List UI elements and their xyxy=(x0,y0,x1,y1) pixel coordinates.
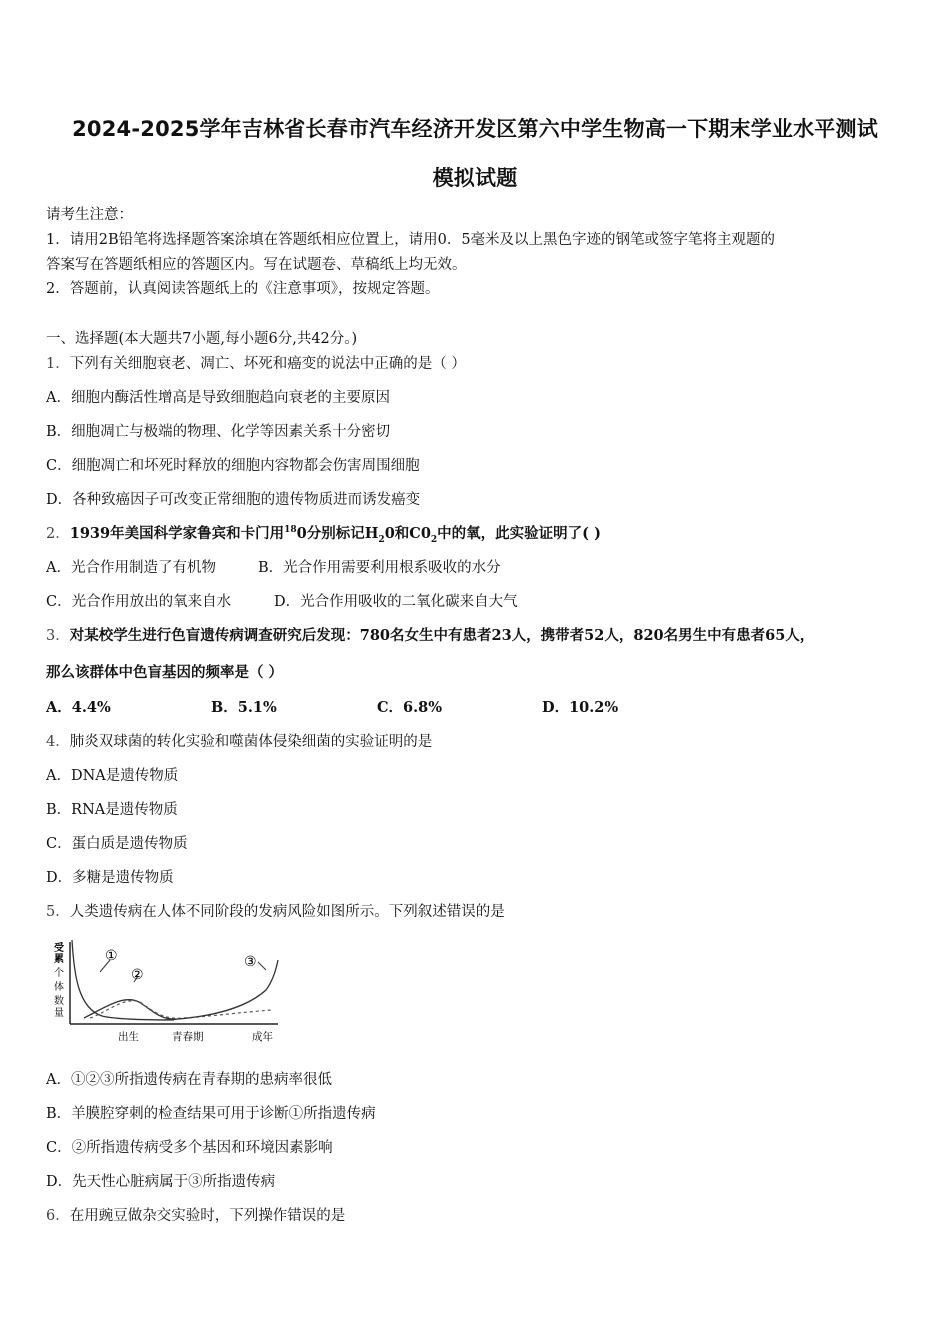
question-5-stem xyxy=(46,900,505,921)
figure-xlabel-birth: 出生 xyxy=(118,1031,139,1043)
q3-option-c[interactable]: C．6.8% xyxy=(377,699,443,716)
question-text: 对某校学生进行色盲遗传病调查研究后发现：780名女生中有患者23人，携带者52人，820名男生中有患者65人， xyxy=(69,627,815,644)
notice-line-3: 2．答题前，认真阅读答题纸上的《注意事项》，按规定答题。 xyxy=(46,281,440,297)
q3-option-b[interactable]: B．5.1% xyxy=(211,699,277,716)
question-1-stem xyxy=(46,352,466,373)
q5-option-a[interactable]: A．①②③所指遗传病在青春期的患病率很低 xyxy=(46,1072,332,1088)
q4-option-a[interactable]: A．DNA是遗传物质 xyxy=(46,768,179,784)
subscript: 2 xyxy=(378,534,385,545)
exam-title-line2: 模拟试题 xyxy=(432,166,518,190)
figure-ylabel-char: 数 xyxy=(54,996,64,1007)
question-2-stem xyxy=(46,522,601,545)
q2-option-a[interactable]: A．光合作用制造了有机物 xyxy=(46,560,216,576)
figure-ylabel-char: 个 xyxy=(54,968,64,979)
question-text: 在用豌豆做杂交实验时，下列操作错误的是 xyxy=(69,1208,346,1224)
figure-ylabel-char: 量 xyxy=(54,1008,64,1019)
figure-marker-3: ③ xyxy=(244,954,257,970)
q1-option-b[interactable]: B．细胞凋亡与极端的物理、化学等因素关系十分密切 xyxy=(46,424,391,440)
q4-option-b[interactable]: B．RNA是遗传物质 xyxy=(46,802,178,818)
question-number: 4． xyxy=(46,734,70,750)
question-number: 2． xyxy=(46,526,70,542)
notice-heading: 请考生注意： xyxy=(46,207,133,223)
question-text: 中的氧，此实验证明了( ) xyxy=(437,525,601,542)
q2-option-d[interactable]: D．光合作用吸收的二氧化碳来自大气 xyxy=(274,594,518,610)
genetic-disease-risk-figure xyxy=(44,934,284,1046)
question-text: 0和C0 xyxy=(384,525,431,542)
question-3-stem-line2: 那么该群体中色盲基因的频率是（ ） xyxy=(46,664,284,681)
question-3-stem-line1 xyxy=(46,624,814,645)
figure-curve-1 xyxy=(72,940,174,1020)
q5-option-d[interactable]: D．先天性心脏病属于③所指遗传病 xyxy=(46,1174,276,1190)
question-text: 下列有关细胞衰老、凋亡、坏死和癌变的说法中正确的是（ ） xyxy=(69,356,466,372)
q4-option-d[interactable]: D．多糖是遗传物质 xyxy=(46,870,174,886)
question-text: 肺炎双球菌的转化实验和噬菌体侵染细菌的实验证明的是 xyxy=(69,734,433,750)
figure-ylabel-char: 体 xyxy=(54,982,64,993)
question-number: 1． xyxy=(46,356,70,372)
isotope-superscript: 18 xyxy=(284,525,297,536)
question-number: 3． xyxy=(46,628,70,644)
q2-option-b[interactable]: B．光合作用需要利用根系吸收的水分 xyxy=(258,560,501,576)
q5-option-b[interactable]: B．羊膜腔穿刺的检查结果可用于诊断①所指遗传病 xyxy=(46,1106,376,1122)
subscript: 2 xyxy=(430,534,438,545)
question-text: 0分别标记H xyxy=(296,525,379,542)
question-number: 5． xyxy=(46,904,70,920)
figure-ylabel-char: 受 xyxy=(54,943,64,954)
q1-option-a[interactable]: A．细胞内酶活性增高是导致细胞趋向衰老的主要原因 xyxy=(46,390,390,406)
exam-title-line1: 2024-2025学年吉林省长春市汽车经济开发区第六中学生物高一下期末学业水平测试 xyxy=(72,117,878,141)
figure-curve-3 xyxy=(164,960,278,1020)
question-text: 人类遗传病在人体不同阶段的发病风险如图所示。下列叙述错误的是 xyxy=(69,904,505,920)
q2-option-c[interactable]: C．光合作用放出的氧来自水 xyxy=(46,594,232,610)
question-text: 1939年美国科学家鲁宾和卡门用 xyxy=(69,525,285,542)
figure-marker-2: ② xyxy=(131,967,144,983)
question-number: 6． xyxy=(46,1208,70,1224)
figure-marker-1: ① xyxy=(105,948,118,964)
notice-line-1: 1．请用2B铅笔将选择题答案涂填在答题纸相应位置上，请用0．5毫米及以上黑色字迹的钢笔或签字笔将主观题的 xyxy=(46,232,776,248)
marker-3-pointer xyxy=(258,962,266,970)
q5-option-c[interactable]: C．②所指遗传病受多个基因和环境因素影响 xyxy=(46,1140,333,1156)
figure-curve-2 xyxy=(84,1000,176,1019)
q3-option-d[interactable]: D．10.2% xyxy=(542,699,619,716)
figure-xlabel-puberty: 青春期 xyxy=(172,1031,204,1043)
question-6-stem xyxy=(46,1204,345,1225)
q1-option-c[interactable]: C．细胞凋亡和坏死时释放的细胞内容物都会伤害周围细胞 xyxy=(46,458,420,474)
figure-ylabel-char: 累 xyxy=(54,954,64,965)
q3-option-a[interactable]: A．4.4% xyxy=(46,699,111,716)
notice-line-2: 答案写在答题纸相应的答题区内。写在试题卷、草稿纸上均无效。 xyxy=(46,257,467,273)
section-heading: 一、选择题(本大题共7小题,每小题6分,共42分。) xyxy=(46,331,358,347)
question-4-stem xyxy=(46,730,432,751)
figure-xlabel-adult: 成年 xyxy=(252,1031,273,1043)
q1-option-d[interactable]: D．各种致癌因子可改变正常细胞的遗传物质进而诱发癌变 xyxy=(46,492,421,508)
q4-option-c[interactable]: C．蛋白质是遗传物质 xyxy=(46,836,188,852)
